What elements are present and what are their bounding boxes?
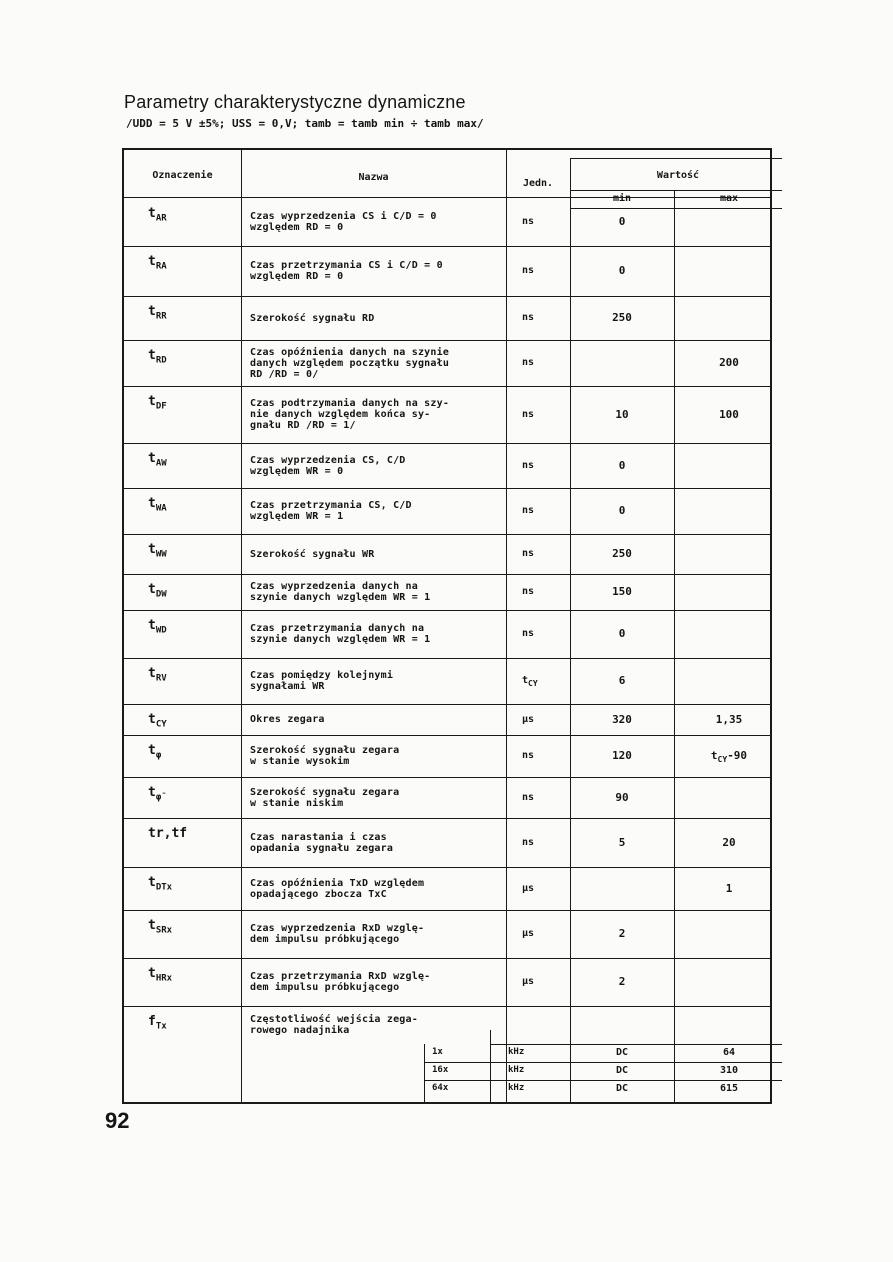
column-divider bbox=[674, 190, 675, 1102]
row-symbol: $t_{WD}$ bbox=[148, 618, 167, 636]
row-max: 1 bbox=[725, 881, 733, 895]
row-name: Szerokość sygnału RD bbox=[250, 312, 375, 324]
ftx-max: 615 bbox=[719, 1083, 739, 1094]
row-divider bbox=[124, 1006, 770, 1007]
page-number: 92 bbox=[105, 1108, 130, 1133]
ftx-unit: kHz bbox=[508, 1047, 525, 1057]
row-divider bbox=[124, 910, 770, 911]
row-symbol: $t_{AW}$ bbox=[148, 451, 167, 469]
row-symbol: $t_{RA}$ bbox=[148, 254, 167, 272]
header-value: Wartość bbox=[656, 170, 700, 181]
row-unit: ns bbox=[522, 312, 535, 323]
row-min: 5 bbox=[618, 835, 626, 849]
row-min: 120 bbox=[612, 749, 632, 762]
row-min: 0 bbox=[618, 458, 626, 472]
subrow-top-rule bbox=[490, 1044, 782, 1045]
row-max: 200 bbox=[719, 356, 739, 369]
row-name: Czas opóźnienia TxD względem opadającego zbocza TxC bbox=[250, 877, 425, 900]
row-name: Czas wyprzedzenia RxD wzglę- dem impulsu próbkującego bbox=[250, 923, 425, 945]
row-name: Czas przetrzymania RxD wzglę- dem impulsu próbkującego bbox=[250, 971, 431, 993]
row-unit: µs bbox=[522, 928, 535, 939]
row-divider bbox=[124, 958, 770, 959]
multiplier-unit-divider bbox=[490, 1030, 491, 1102]
row-name: Czas wyprzedzenia CS i C/D = 0 względem RD = 0 bbox=[250, 211, 437, 233]
row-name: Czas opóźnienia danych na szynie danych względem początku sygnału RD /RD = 0/ bbox=[250, 346, 450, 380]
row-min: 90 bbox=[615, 790, 629, 804]
ftx-unit: kHz bbox=[508, 1083, 525, 1093]
parameters-table bbox=[122, 148, 772, 1104]
test-conditions: /UDD = 5 V ±5%; USS = 0,V; tamb = tamb min ÷ tamb max/ bbox=[126, 117, 484, 130]
row-name: Okres zegara bbox=[250, 714, 325, 725]
row-symbol: $t_{HRx}$ bbox=[148, 966, 173, 984]
row-max: $t_{CY}-90$ bbox=[710, 749, 748, 765]
row-unit: ns bbox=[522, 216, 535, 227]
row-name: Czas przetrzymania CS i C/D = 0 względem RD = 0 bbox=[250, 260, 443, 282]
row-unit: ns bbox=[522, 586, 535, 597]
row-unit: $t_{CY}$ bbox=[522, 675, 538, 688]
row-symbol: $t_{RD}$ bbox=[148, 348, 167, 366]
header-value-rule bbox=[570, 190, 782, 191]
ftx-min: DC bbox=[615, 1065, 629, 1076]
row-name: Czas przetrzymania danych na szynie danych względem WR = 1 bbox=[250, 623, 431, 645]
row-name: Czas wyprzedzenia CS, C/D względem WR = 0 bbox=[250, 454, 406, 477]
row-divider bbox=[124, 296, 770, 297]
row-min: 2 bbox=[618, 927, 626, 940]
row-divider bbox=[124, 704, 770, 705]
row-min: 6 bbox=[618, 674, 626, 687]
multiplier-divider bbox=[424, 1044, 425, 1102]
row-unit: ns bbox=[522, 357, 535, 368]
row-symbol: $t_{DW}$ bbox=[148, 582, 167, 600]
row-symbol: $t_{DF}$ bbox=[148, 394, 167, 412]
row-max: 100 bbox=[719, 407, 739, 421]
row-unit: ns bbox=[522, 459, 535, 471]
row-symbol: $t_\varphi$ bbox=[148, 743, 162, 761]
ftx-max: 310 bbox=[719, 1065, 739, 1076]
row-symbol: $t_{CY}$ bbox=[148, 712, 167, 730]
row-divider bbox=[124, 443, 770, 444]
column-divider bbox=[506, 150, 507, 1102]
row-name: Częstotliwość wejścia zega- rowego nadajnika bbox=[250, 1014, 418, 1036]
header-max: max bbox=[719, 193, 739, 204]
header-name: Nazwa bbox=[358, 172, 389, 183]
header-unit: Jedn. bbox=[522, 178, 554, 189]
row-divider bbox=[124, 735, 770, 736]
row-min: 10 bbox=[615, 407, 629, 421]
row-name: Czas podtrzymania danych na szy- nie danych względem końca sy- gnału RD /RD = 1/ bbox=[250, 398, 450, 431]
row-symbol: $t_{SRx}$ bbox=[148, 918, 173, 936]
row-name: Szerokość sygnału zegara w stanie niskim bbox=[250, 786, 400, 809]
row-divider bbox=[124, 777, 770, 778]
ftx-multiplier: 1x bbox=[432, 1047, 443, 1057]
row-min: 250 bbox=[612, 311, 632, 324]
ftx-max: 64 bbox=[722, 1047, 736, 1058]
ftx-min: DC bbox=[615, 1083, 629, 1094]
subrow-divider bbox=[424, 1080, 782, 1081]
row-max: 20 bbox=[722, 835, 736, 849]
row-symbol: $t_{WW}$ bbox=[148, 542, 167, 560]
row-min: 250 bbox=[612, 547, 632, 560]
row-symbol: $f_{Tx}$ bbox=[148, 1014, 167, 1032]
row-unit: ns bbox=[522, 408, 535, 420]
row-min: 0 bbox=[618, 504, 626, 517]
row-divider bbox=[124, 818, 770, 819]
row-name: Czas przetrzymania CS, C/D względem WR = 1 bbox=[250, 500, 412, 522]
row-name: Szerokość sygnału zegara w stanie wysokim bbox=[250, 745, 400, 767]
row-unit: ns bbox=[522, 628, 535, 639]
row-divider bbox=[124, 658, 770, 659]
row-name: Czas narastania i czas opadania sygnału zegara bbox=[250, 831, 394, 854]
column-divider bbox=[241, 150, 242, 1102]
row-min: 150 bbox=[612, 585, 632, 598]
ftx-unit: kHz bbox=[508, 1065, 525, 1075]
row-unit: µs bbox=[522, 713, 535, 725]
row-unit: ns bbox=[522, 505, 535, 516]
row-min: 0 bbox=[618, 627, 626, 640]
row-max: 1,35 bbox=[715, 712, 743, 726]
header-minmax-rule bbox=[570, 208, 782, 209]
row-name: Czas pomiędzy kolejnymi sygnałami WR bbox=[250, 670, 394, 692]
header-symbol: Oznaczenie bbox=[152, 170, 213, 181]
row-symbol: $t_{AR}$ bbox=[148, 206, 167, 224]
row-unit: ns bbox=[522, 265, 535, 276]
row-divider bbox=[124, 574, 770, 575]
row-divider bbox=[124, 386, 770, 387]
row-name: Szerokość sygnału WR bbox=[250, 548, 375, 560]
row-unit: µs bbox=[522, 882, 535, 894]
header-min: min bbox=[612, 193, 632, 204]
row-name: Czas wyprzedzenia danych na szynie danych względem WR = 1 bbox=[250, 581, 431, 603]
row-divider bbox=[124, 610, 770, 611]
row-symbol: $t_{WA}$ bbox=[148, 496, 167, 514]
row-min: 320 bbox=[612, 712, 632, 726]
row-symbol: $t_{RR}$ bbox=[148, 304, 167, 322]
row-divider bbox=[124, 340, 770, 341]
row-min: 0 bbox=[618, 215, 626, 228]
row-unit: ns bbox=[522, 836, 535, 848]
row-divider bbox=[124, 867, 770, 868]
ftx-min: DC bbox=[615, 1047, 629, 1058]
row-unit: ns bbox=[522, 791, 535, 803]
row-symbol: $t_{DTx}$ bbox=[148, 875, 173, 893]
row-symbol: $t_{\varphī}$ bbox=[148, 785, 162, 803]
row-symbol: $t_{RV}$ bbox=[148, 666, 167, 684]
row-divider bbox=[124, 488, 770, 489]
row-unit: µs bbox=[522, 976, 535, 987]
row-divider bbox=[124, 534, 770, 535]
ftx-multiplier: 64x bbox=[432, 1083, 449, 1093]
row-unit: ns bbox=[522, 750, 535, 761]
ftx-multiplier: 16x bbox=[432, 1065, 449, 1075]
page-title: Parametry charakterystyczne dynamiczne bbox=[124, 92, 466, 112]
row-symbol: tr,tf bbox=[148, 826, 188, 841]
row-min: 2 bbox=[618, 975, 626, 988]
subrow-divider bbox=[424, 1062, 782, 1063]
row-unit: ns bbox=[522, 548, 535, 559]
row-divider bbox=[124, 246, 770, 247]
row-min: 0 bbox=[618, 264, 626, 277]
header-top-rule bbox=[570, 158, 782, 159]
